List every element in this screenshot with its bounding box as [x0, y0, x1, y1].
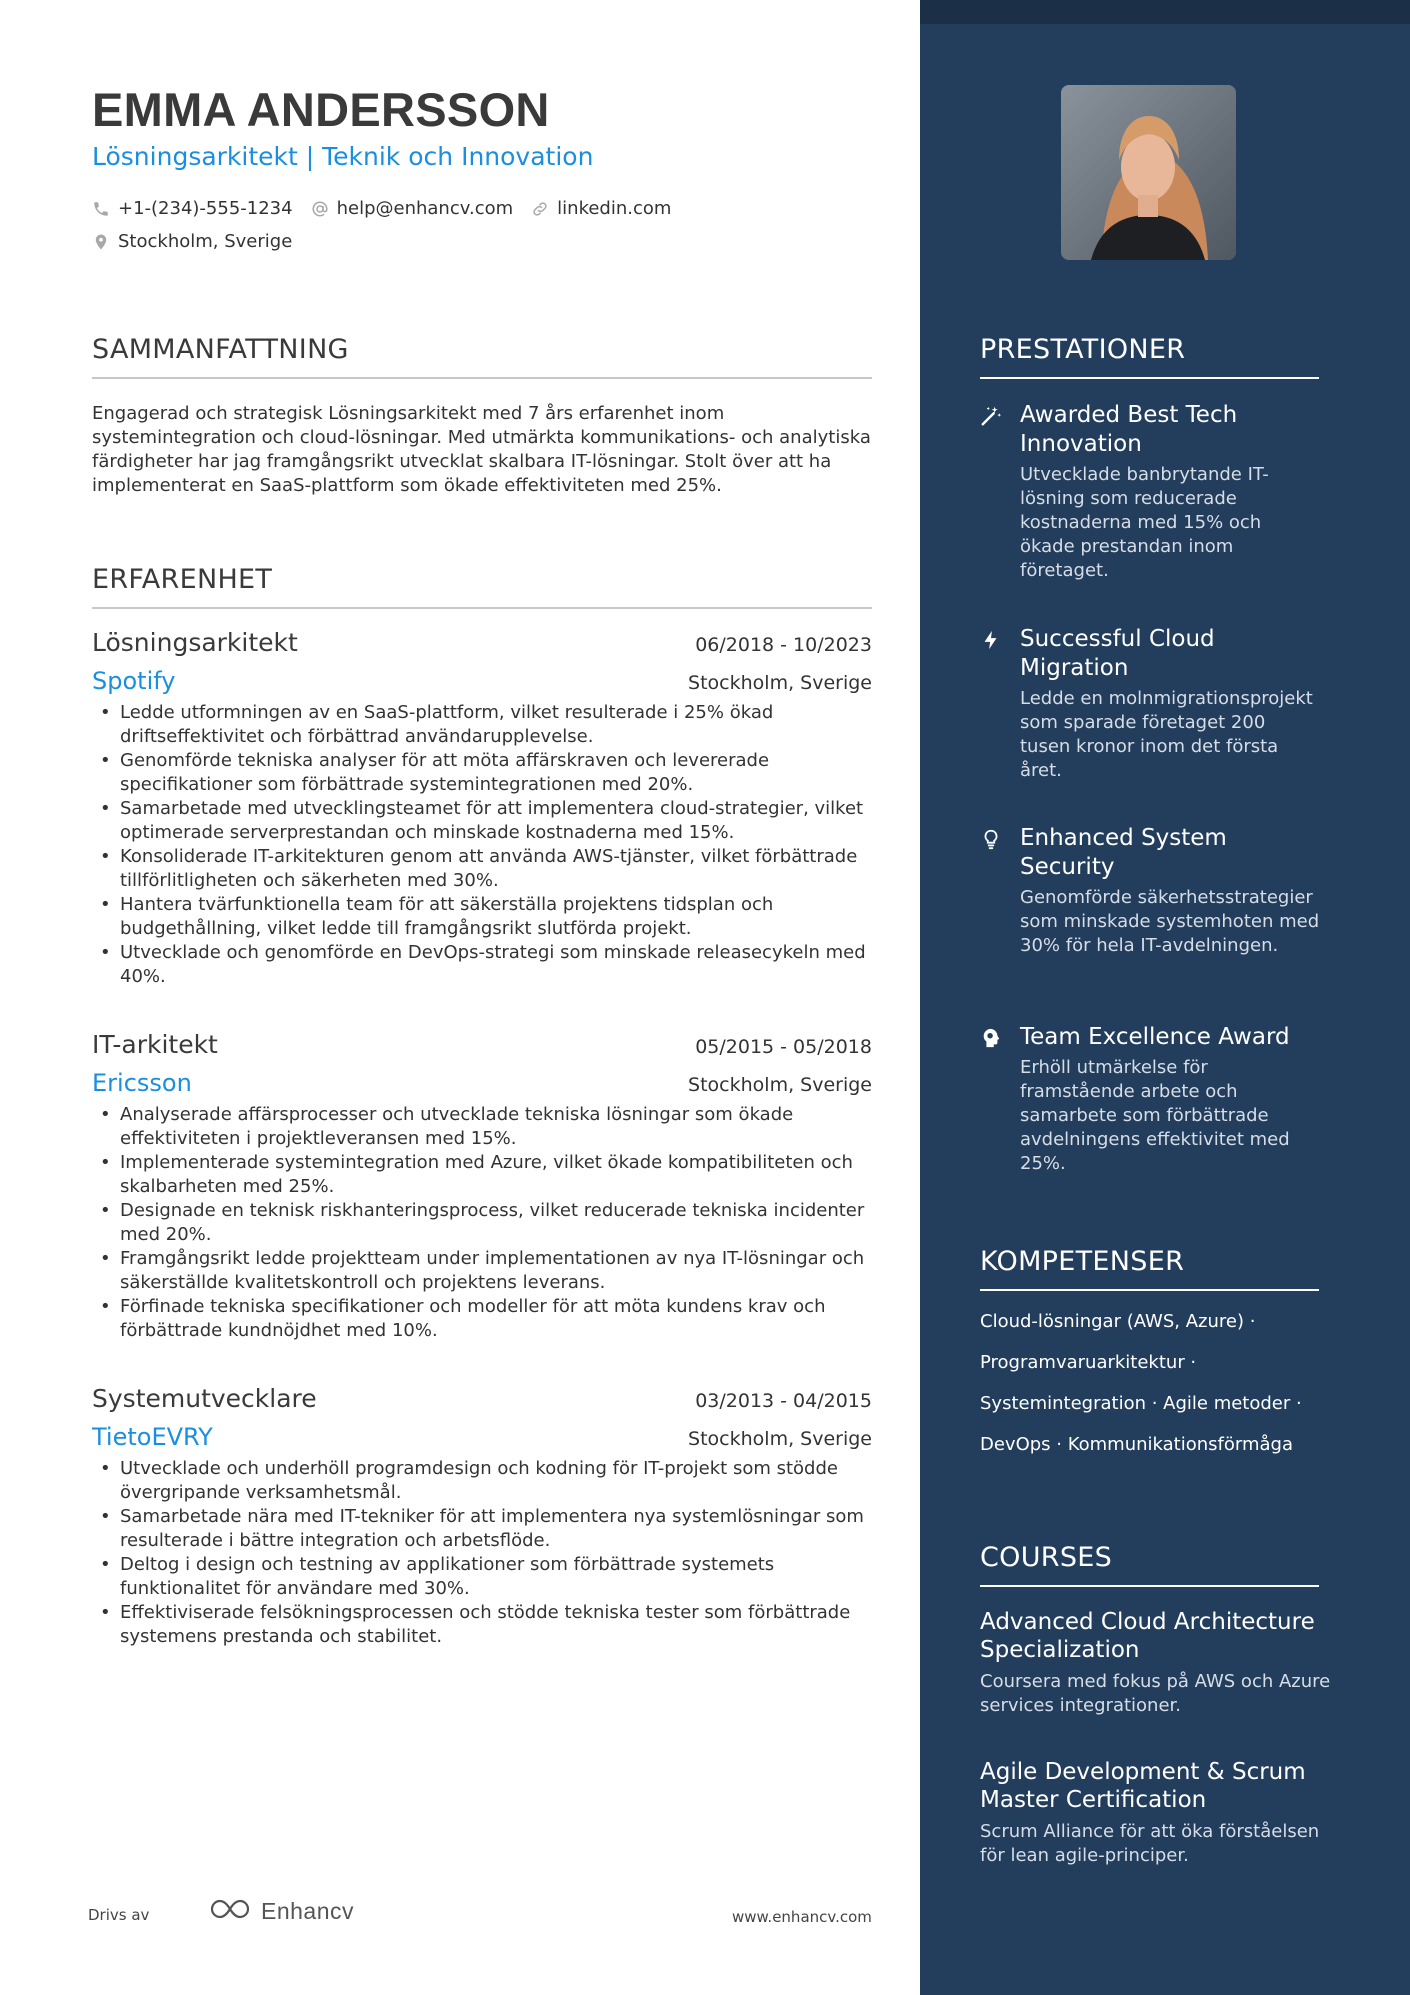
- location-text: Stockholm, Sverige: [118, 231, 293, 252]
- skills-row: Cloud-lösningar (AWS, Azure) ·: [980, 1311, 1256, 1332]
- sidebar: [920, 0, 1410, 1995]
- achievement-item-4: [980, 1023, 1350, 1176]
- achievement-description: Erhöll utmärkelse för framstående arbete och samarbete som förbättrade avdelningens effektivitet med 25%.: [1020, 1057, 1290, 1174]
- bullet-item: • Effektiviserade felsökningsprocessen och stödde tekniska tester som förbättrade systemens prestanda och stabilitet.: [92, 1601, 872, 1649]
- company-name: TietoEVRY: [92, 1423, 213, 1451]
- job-dates: 03/2013 - 04/2015: [695, 1390, 872, 1412]
- phone-icon: [92, 200, 110, 218]
- achievement-title: Team Excellence Award: [1020, 1024, 1290, 1050]
- summary-text: Engagerad och strategisk Lösningsarkitekt med 7 års erfarenhet inom systemintegration och cloud-lösningar. Med utmärkta kommunikations- och analytiska färdigheter har jag framgångsrikt utvecklat skalbara IT-lösningar. Stolt över att ha implementerat en SaaS-plattform som ökade effektiviteten med 25%.: [92, 403, 871, 496]
- skills-row: DevOps · Kommunikationsförmåga: [980, 1434, 1293, 1455]
- bullet-item: • Genomförde tekniska analyser för att möta affärskraven och levererade specifikationer som förbättrade systemintegrationen med 20%.: [92, 749, 872, 797]
- bullet-item: • Framgångsrikt ledde projektteam under implementationen av nya IT-lösningar och säkerställde kvalitetskontroll och projektens leverans.: [92, 1247, 872, 1295]
- enhancv-logo[interactable]: [207, 1896, 354, 1926]
- job-location: Stockholm, Sverige: [688, 672, 872, 694]
- contact-email[interactable]: [311, 198, 514, 219]
- section-title-achievements: PRESTATIONER: [980, 334, 1319, 379]
- job-location: Stockholm, Sverige: [688, 1074, 872, 1096]
- candidate-headline: Lösningsarkitekt | Teknik och Innovation: [92, 142, 594, 171]
- at-sign-icon: [311, 200, 329, 218]
- company-name: Spotify: [92, 667, 176, 695]
- section-title-skills: KOMPETENSER: [980, 1246, 1319, 1291]
- job-entry-3: [92, 1384, 872, 1649]
- contact-phone[interactable]: [92, 198, 293, 219]
- linkedin-text: linkedin.com: [557, 198, 672, 219]
- job-entry-1: [92, 628, 872, 989]
- job-title: Systemutvecklare: [92, 1384, 317, 1413]
- course-item-1: [980, 1608, 1340, 1718]
- achievement-title: Awarded Best Tech Innovation: [1020, 402, 1238, 457]
- lightning-icon: [980, 629, 1006, 783]
- bullet-item: • Deltog i design och testning av applikationer som förbättrade systemets funktionalitet för användare med 30%.: [92, 1553, 872, 1601]
- bullet-item: • Samarbetade med utvecklingsteamet för att implementera cloud-strategier, vilket optimerade serverprestandan och minskade kostnaderna med 15%.: [92, 797, 872, 845]
- lightbulb-icon: [980, 828, 1006, 958]
- job-bullets: [92, 1103, 872, 1343]
- bullet-item: • Samarbetade nära med IT-tekniker för att implementera nya systemlösningar som resulterade i bättre integration och arbetsflöde.: [92, 1505, 872, 1553]
- section-title-experience: ERFARENHET: [92, 564, 872, 609]
- skills-list: [980, 1310, 1320, 1474]
- location-pin-icon: [92, 233, 110, 251]
- infinity-logo-icon: [207, 1896, 253, 1926]
- job-dates: 05/2015 - 05/2018: [695, 1036, 872, 1058]
- job-entry-2: [92, 1030, 872, 1343]
- contact-linkedin[interactable]: [531, 198, 671, 219]
- job-bullets: [92, 701, 872, 989]
- contact-row-1: [92, 198, 689, 219]
- bullet-item: • Designade en teknisk riskhanteringsprocess, vilket reducerade tekniska incidenter med 20%.: [92, 1199, 872, 1247]
- magic-wand-icon: [980, 405, 1006, 583]
- bullet-item: • Hantera tvärfunktionella team för att säkerställa projektens tidsplan och budgethållning, vilket ledde till framgångsrikt slutförda projekt.: [92, 893, 872, 941]
- bullet-item: • Utvecklade och underhöll programdesign och kodning för IT-projekt som stödde övergripande verksamhetsmål.: [92, 1457, 872, 1505]
- bullet-item: • Ledde utformningen av en SaaS-plattform, vilket resulterade i 25% ökad driftseffektivitet och förbättrad användarupplevelse.: [92, 701, 872, 749]
- course-description: Scrum Alliance för att öka förståelsen för lean agile-principer.: [980, 1821, 1320, 1866]
- bullet-item: • Förfinade tekniska specifikationer och modeller för att möta kundens krav och förbättrade kundnöjdhet med 10%.: [92, 1295, 872, 1343]
- phone-text: +1-(234)-555-1234: [118, 198, 293, 219]
- profile-photo: [1061, 85, 1236, 260]
- achievement-description: Genomförde säkerhetsstrategier som minskade systemhoten med 30% för hela IT-avdelningen.: [1020, 887, 1320, 956]
- powered-by-label: Drivs av: [88, 1906, 150, 1924]
- skills-row: Systemintegration · Agile metoder ·: [980, 1393, 1302, 1414]
- email-text: help@enhancv.com: [336, 198, 514, 219]
- job-dates: 06/2018 - 10/2023: [695, 634, 872, 656]
- section-title-summary: SAMMANFATTNING: [92, 334, 872, 379]
- job-title: IT-arkitekt: [92, 1030, 218, 1059]
- head-idea-icon: [980, 1027, 1006, 1176]
- achievement-item-1: [980, 401, 1350, 583]
- achievement-item-2: [980, 625, 1350, 783]
- course-description: Coursera med fokus på AWS och Azure services integrationer.: [980, 1671, 1331, 1716]
- bullet-item: • Utvecklade och genomförde en DevOps-strategi som minskade releasecykeln med 40%.: [92, 941, 872, 989]
- bullet-item: • Implementerade systemintegration med Azure, vilket ökade kompatibiliteten och skalbarheten med 25%.: [92, 1151, 872, 1199]
- section-title-courses: COURSES: [980, 1542, 1319, 1587]
- bullet-item: • Konsoliderade IT-arkitekturen genom att använda AWS-tjänster, vilket förbättrade tillförlitligheten och säkerheten med 30%.: [92, 845, 872, 893]
- achievement-title: Successful Cloud Migration: [1020, 626, 1215, 681]
- course-title: Agile Development & Scrum Master Certification: [980, 1759, 1306, 1813]
- achievement-description: Ledde en molnmigrationsprojekt som sparade företaget 200 tusen kronor inom det första året.: [1020, 688, 1313, 781]
- sidebar-top-bar: [920, 0, 1410, 24]
- contact-row-2: [92, 231, 310, 252]
- candidate-name: EMMA ANDERSSON: [92, 83, 550, 136]
- job-location: Stockholm, Sverige: [688, 1428, 872, 1450]
- website-link[interactable]: www.enhancv.com: [732, 1908, 872, 1926]
- job-bullets: [92, 1457, 872, 1649]
- achievement-description: Utvecklade banbrytande IT-lösning som reducerade kostnaderna med 15% och ökade prestandan inom företaget.: [1020, 464, 1269, 581]
- achievement-title: Enhanced System Security: [1020, 825, 1227, 880]
- job-title: Lösningsarkitekt: [92, 628, 298, 657]
- company-name: Ericsson: [92, 1069, 192, 1097]
- achievement-item-3: [980, 824, 1350, 958]
- bullet-item: • Analyserade affärsprocesser och utvecklade tekniska lösningar som ökade effektiviteten i projektleveransen med 15%.: [92, 1103, 872, 1151]
- course-item-2: [980, 1758, 1340, 1868]
- skills-row: Programvaruarkitektur ·: [980, 1352, 1197, 1373]
- logo-text: Enhancv: [261, 1897, 355, 1924]
- link-icon: [531, 200, 549, 218]
- contact-location: [92, 231, 292, 252]
- course-title: Advanced Cloud Architecture Specialization: [980, 1609, 1315, 1663]
